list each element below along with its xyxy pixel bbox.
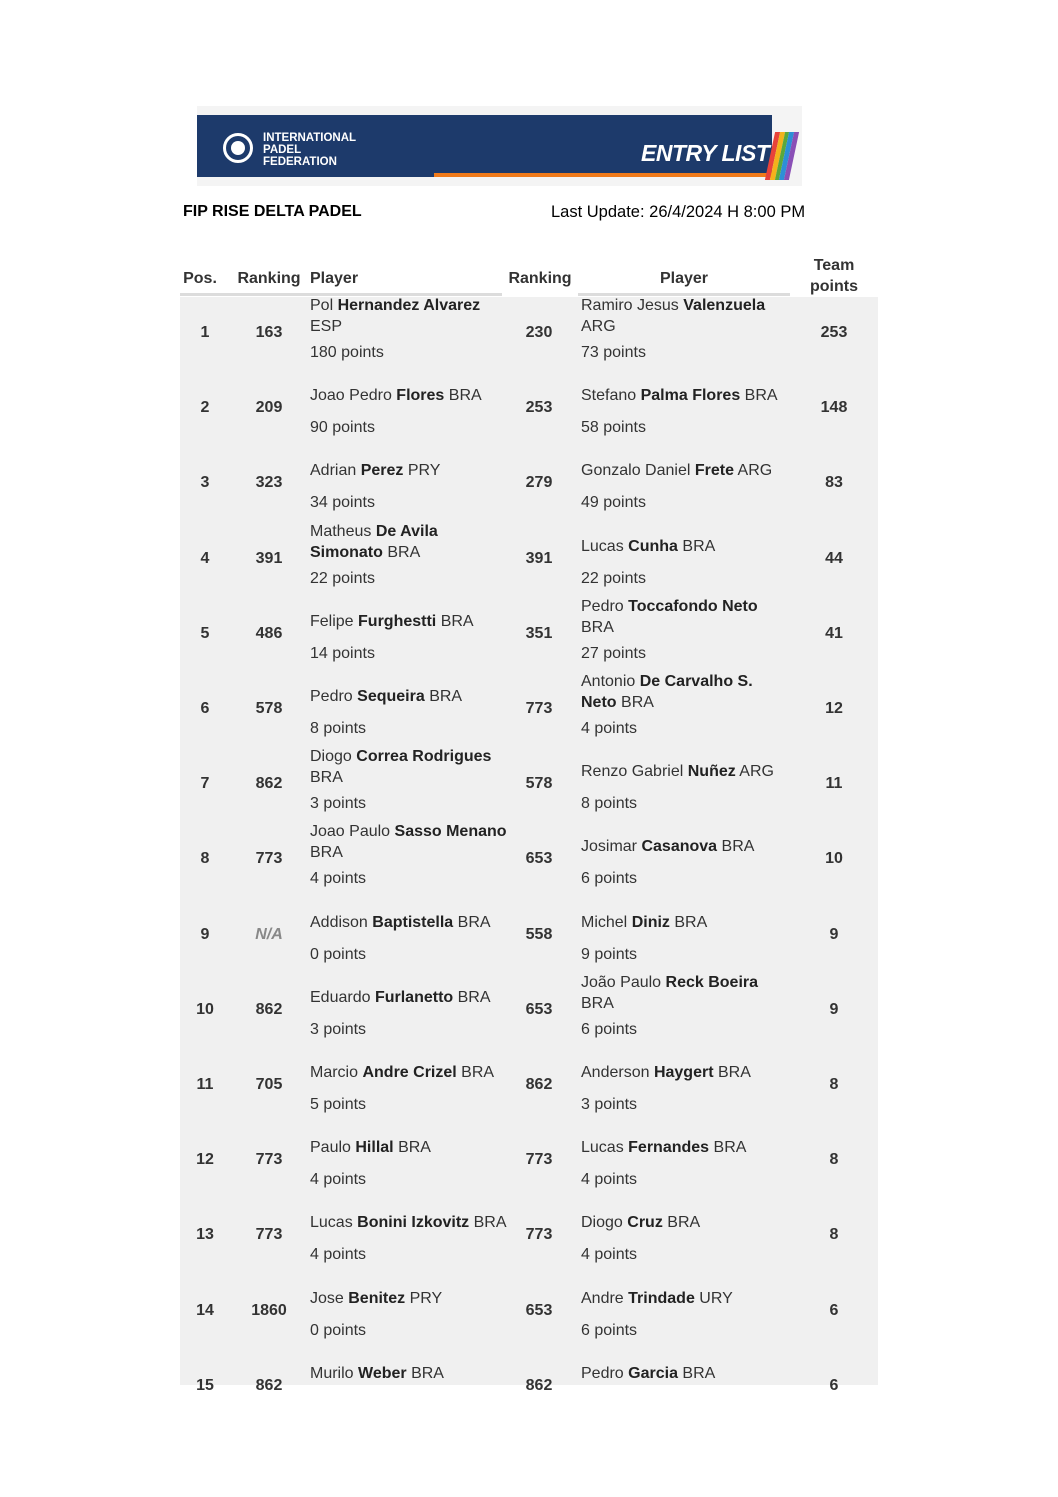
player-first-name: Addison xyxy=(310,913,368,931)
ranking-2-cell: 253 xyxy=(525,399,553,417)
player-2-points: 6 points xyxy=(581,870,638,888)
ranking-2-cell: 351 xyxy=(525,624,553,642)
last-update: Last Update: 26/4/2024 H 8:00 PM xyxy=(551,203,806,221)
ranking-2-cell: 862 xyxy=(525,1076,553,1093)
table-row xyxy=(180,523,878,598)
player-p2-name xyxy=(581,295,781,337)
ranking-2-cell: 653 xyxy=(525,1000,553,1018)
table-row xyxy=(180,372,878,447)
player-country: URY xyxy=(699,1289,733,1307)
player-1-points: 4 points xyxy=(310,1171,367,1189)
player-last-name: Perez xyxy=(360,462,404,480)
player-p1-name xyxy=(310,1137,510,1158)
player-2-points: 4 points xyxy=(581,720,638,737)
pos-cell: 13 xyxy=(196,1226,214,1244)
player-first-name: Jose xyxy=(310,1289,344,1307)
player-2-points: 3 points xyxy=(581,1096,638,1113)
player-last-name: Fernandes xyxy=(628,1139,710,1157)
team-points-cell: 83 xyxy=(825,474,843,492)
player-country: BRA xyxy=(429,688,463,705)
player-first-name: Gonzalo Daniel xyxy=(581,462,691,480)
player-1-points: 34 points xyxy=(310,494,375,512)
player-first-name: Anderson xyxy=(581,1064,650,1081)
team-points-cell: 10 xyxy=(825,850,843,868)
player-first-name: Ramiro Jesus xyxy=(581,297,679,314)
player-p2-name xyxy=(581,385,781,406)
team-points-cell: 9 xyxy=(829,1000,839,1018)
player-first-name: Paulo xyxy=(310,1139,351,1157)
player-2-points: 58 points xyxy=(581,419,646,437)
ranking-1-cell: 705 xyxy=(255,1076,283,1093)
player-last-name: Hernandez Alvarez xyxy=(337,297,481,314)
table-row xyxy=(180,1350,878,1425)
pos-cell: 12 xyxy=(196,1151,214,1169)
player-country: BRA xyxy=(581,618,614,636)
player-country: BRA xyxy=(448,387,482,405)
table-row xyxy=(180,673,878,748)
table-row xyxy=(180,823,878,898)
pos-cell: 2 xyxy=(200,399,210,417)
team-header-line: points xyxy=(810,278,858,295)
col-header-pos: Pos. xyxy=(183,270,217,287)
player-2-points: 49 points xyxy=(581,494,646,512)
player-last-name: Correa Rodrigues xyxy=(356,748,492,766)
player-first-name: Pol xyxy=(310,297,334,314)
ranking-1-cell: N/A xyxy=(255,925,283,943)
pos-cell: 4 xyxy=(200,549,210,567)
player-first-name: Murilo xyxy=(310,1364,354,1382)
player-first-name: Diogo xyxy=(581,1214,623,1232)
player-first-name: Lucas xyxy=(581,537,624,555)
player-p1-name xyxy=(310,295,510,337)
ranking-1-cell: 209 xyxy=(255,399,283,417)
player-first-name: Lucas xyxy=(581,1139,624,1157)
team-points-cell: 44 xyxy=(825,549,843,567)
player-country: BRA xyxy=(461,1064,495,1081)
player-p1-name xyxy=(310,1212,510,1233)
table-row xyxy=(180,974,878,1049)
player-1-points: 22 points xyxy=(310,569,375,587)
player-p1-name xyxy=(310,521,510,563)
player-last-name: Cruz xyxy=(627,1214,663,1232)
player-last-name: Nuñez xyxy=(687,763,736,781)
player-first-name: Lucas xyxy=(310,1214,353,1232)
player-last-name: Bonini Izkovitz xyxy=(357,1214,470,1232)
banner-label: ENTRY LIST xyxy=(641,140,770,166)
player-2-points: 27 points xyxy=(581,644,646,662)
team-points-cell: 11 xyxy=(825,775,843,793)
team-points-cell: 9 xyxy=(829,925,839,943)
pos-cell: 9 xyxy=(200,925,210,943)
player-1-points: 3 points xyxy=(310,795,367,813)
player-country: BRA xyxy=(411,1364,444,1382)
pos-cell: 7 xyxy=(200,775,210,793)
player-first-name: Joao Paulo xyxy=(310,823,391,841)
ranking-1-cell: 862 xyxy=(255,775,283,793)
player-last-name: Frete xyxy=(694,462,734,480)
player-country: BRA xyxy=(440,612,474,630)
player-country: BRA xyxy=(713,1139,747,1157)
team-points-cell: 6 xyxy=(829,1376,839,1394)
player-1-points: 0 points xyxy=(310,945,367,963)
player-last-name: Furlanetto xyxy=(374,988,454,1006)
player-first-name: Marcio xyxy=(310,1064,359,1081)
player-last-name: Haygert xyxy=(653,1064,714,1081)
player-p2-name xyxy=(581,1062,781,1083)
player-p1-name xyxy=(310,821,510,863)
player-1-points: 14 points xyxy=(310,644,375,662)
player-1-points: 90 points xyxy=(310,419,375,437)
player-p2-name xyxy=(581,972,781,1014)
player-p1-name xyxy=(310,987,510,1008)
player-first-name: Joao Pedro xyxy=(310,387,392,405)
player-last-name: Cunha xyxy=(628,537,678,555)
team-points-cell: 8 xyxy=(829,1226,839,1244)
player-p2-name xyxy=(581,1288,781,1309)
player-first-name: Andre xyxy=(581,1289,624,1307)
player-first-name: Renzo Gabriel xyxy=(581,763,684,781)
player-p2-name xyxy=(581,836,781,857)
player-last-name: Andre Crizel xyxy=(362,1064,457,1081)
player-p1-name xyxy=(310,1363,510,1384)
player-1-points: 180 points xyxy=(310,344,384,361)
player-country: BRA xyxy=(721,838,755,856)
player-p1-name xyxy=(310,1288,510,1309)
player-last-name: Palma Flores xyxy=(640,387,741,405)
table-row xyxy=(180,1275,878,1350)
table-row xyxy=(180,1199,878,1274)
player-country: BRA xyxy=(310,844,343,862)
player-first-name: Adrian xyxy=(310,462,357,480)
ranking-2-cell: 279 xyxy=(525,474,553,492)
pos-cell: 15 xyxy=(196,1376,214,1394)
ranking-2-cell: 773 xyxy=(525,1151,553,1169)
col-header-player-1: Player xyxy=(310,270,359,287)
pos-cell: 10 xyxy=(196,1000,214,1018)
ranking-1-cell: 862 xyxy=(255,1000,283,1018)
player-country: BRA xyxy=(310,769,343,787)
player-first-name: Pedro xyxy=(310,688,353,705)
player-last-name: Hillal xyxy=(355,1139,394,1157)
player-p2-name xyxy=(581,536,781,557)
player-p2-name xyxy=(581,1212,781,1233)
ranking-2-cell: 578 xyxy=(525,775,553,793)
player-last-name: Sasso Menano xyxy=(394,823,507,841)
team-points-cell: 8 xyxy=(829,1076,839,1093)
player-p2-name xyxy=(581,460,781,481)
player-first-name: Josimar xyxy=(581,838,638,856)
team-points-cell: 41 xyxy=(825,624,843,642)
player-first-name: Antonio xyxy=(581,673,636,690)
logo-line: PADEL xyxy=(263,144,302,156)
ranking-2-cell: 653 xyxy=(525,1301,553,1319)
team-points-cell: 148 xyxy=(820,399,848,417)
player-first-name: Pedro xyxy=(581,1364,624,1382)
player-last-name: Weber xyxy=(358,1364,407,1382)
player-last-name: Trindade xyxy=(628,1289,695,1307)
player-first-name: Felipe xyxy=(310,612,354,630)
player-last-name: Garcia xyxy=(628,1364,678,1382)
tournament-title: FIP RISE DELTA PADEL xyxy=(183,203,362,220)
col-header-ranking-2: Ranking xyxy=(508,270,572,287)
pos-cell: 5 xyxy=(200,624,210,642)
ranking-1-cell: 323 xyxy=(255,474,283,492)
player-country: BRA xyxy=(581,994,614,1012)
player-2-points: 9 points xyxy=(581,945,638,963)
player-2-points: 6 points xyxy=(581,1020,638,1038)
player-2-points: 6 points xyxy=(581,1321,638,1339)
player-1-points: 3 points xyxy=(310,1020,367,1038)
ranking-2-cell: 773 xyxy=(525,700,553,717)
ranking-2-cell: 558 xyxy=(525,925,553,943)
player-country: PRY xyxy=(407,462,441,480)
player-country: PRY xyxy=(409,1289,443,1307)
ranking-2-cell: 230 xyxy=(525,324,553,341)
ranking-1-cell: 391 xyxy=(255,549,283,567)
player-2-points: 4 points xyxy=(581,1171,638,1189)
player-country: BRA xyxy=(744,387,778,405)
player-last-name: Casanova xyxy=(641,838,718,856)
player-1-points: 5 points xyxy=(310,1096,367,1113)
player-1-points: 0 points xyxy=(310,1321,367,1339)
player-last-name: Toccafondo Neto xyxy=(628,597,758,615)
player-first-name: Diogo xyxy=(310,748,352,766)
player-p2-name xyxy=(581,1363,781,1384)
player-country: ARG xyxy=(737,462,773,480)
player-country: BRA xyxy=(457,913,491,931)
player-2-points: 22 points xyxy=(581,569,646,587)
player-p2-name xyxy=(581,1137,781,1158)
col-header-ranking-1: Ranking xyxy=(237,270,301,287)
ranking-2-cell: 773 xyxy=(525,1226,553,1244)
col-header-team-points xyxy=(800,255,868,297)
player-first-name: Michel xyxy=(581,913,628,931)
entry-table xyxy=(180,297,878,1394)
logo-line: INTERNATIONAL xyxy=(263,132,357,144)
player-last-name: De Carvalho S. Neto xyxy=(581,673,753,711)
player-p2-name xyxy=(581,671,781,713)
pos-cell: 3 xyxy=(200,474,210,492)
player-p1-name xyxy=(310,460,510,481)
player-country: BRA xyxy=(682,537,716,555)
player-first-name: Pedro xyxy=(581,597,624,615)
ranking-1-cell: 773 xyxy=(255,850,283,868)
table-row xyxy=(180,447,878,522)
player-country: BRA xyxy=(398,1139,431,1157)
player-country: BRA xyxy=(457,988,491,1006)
ranking-1-cell: 163 xyxy=(255,324,283,341)
player-p1-name xyxy=(310,611,510,632)
player-p1-name xyxy=(310,385,510,406)
pos-cell: 11 xyxy=(196,1076,214,1093)
player-p2-name xyxy=(581,761,781,782)
ranking-1-cell: 773 xyxy=(255,1151,283,1169)
team-points-cell: 6 xyxy=(829,1301,839,1319)
player-first-name: Matheus xyxy=(310,522,372,540)
table-row xyxy=(180,1124,878,1199)
ranking-1-cell: 1860 xyxy=(251,1301,287,1319)
pos-cell: 14 xyxy=(196,1301,214,1319)
team-header-line: Team xyxy=(813,257,855,274)
player-1-points: 4 points xyxy=(310,1246,367,1264)
ranking-2-cell: 862 xyxy=(525,1376,553,1394)
logo-line: FEDERATION xyxy=(263,156,337,168)
player-country: BRA xyxy=(717,1064,751,1081)
player-last-name: Benitez xyxy=(348,1289,406,1307)
player-country: BRA xyxy=(682,1364,716,1382)
pos-cell: 6 xyxy=(200,700,210,717)
ranking-2-cell: 391 xyxy=(525,549,553,567)
table-row xyxy=(180,598,878,673)
table-row xyxy=(180,748,878,823)
ranking-1-cell: 486 xyxy=(255,624,283,642)
player-last-name: Baptistella xyxy=(372,913,454,931)
fip-logo-text xyxy=(263,132,356,168)
player-country: BRA xyxy=(674,913,708,931)
player-last-name: Reck Boeira xyxy=(665,973,759,991)
ranking-1-cell: 578 xyxy=(255,700,283,717)
player-country: BRA xyxy=(473,1214,507,1232)
player-country: ESP xyxy=(310,318,343,335)
player-last-name: Sequeira xyxy=(357,688,425,705)
banner-orange-stripe xyxy=(434,173,772,177)
player-country: BRA xyxy=(667,1214,701,1232)
player-country: ARG xyxy=(739,763,774,781)
player-p1-name xyxy=(310,912,510,933)
team-points-cell: 253 xyxy=(820,324,848,341)
player-2-points: 4 points xyxy=(581,1246,638,1264)
pos-cell: 1 xyxy=(200,324,210,341)
team-points-cell: 8 xyxy=(829,1151,839,1169)
table-row xyxy=(180,1049,878,1124)
pos-cell: 8 xyxy=(200,850,210,868)
col-header-player-2: Player xyxy=(659,270,709,287)
player-country: BRA xyxy=(387,543,421,561)
player-country: ARG xyxy=(581,318,616,335)
fip-logo-icon xyxy=(223,133,253,163)
table-row xyxy=(180,899,878,974)
ranking-1-cell: 862 xyxy=(255,1376,283,1394)
team-points-cell: 12 xyxy=(825,700,843,717)
player-last-name: De Avila Simonato xyxy=(310,522,438,561)
player-p1-name xyxy=(310,1062,510,1083)
player-last-name: Diniz xyxy=(631,913,670,931)
ranking-1-cell: 773 xyxy=(255,1226,283,1244)
player-1-points: 8 points xyxy=(310,720,367,737)
table-row xyxy=(180,297,878,372)
player-2-points: 73 points xyxy=(581,344,646,361)
player-last-name: Flores xyxy=(396,387,445,405)
player-1-points: 4 points xyxy=(310,870,367,888)
player-last-name: Valenzuela xyxy=(683,297,766,314)
player-last-name: Furghestti xyxy=(358,612,437,630)
player-first-name: Eduardo xyxy=(310,988,371,1006)
entry-list-banner xyxy=(197,106,802,186)
player-first-name: João Paulo xyxy=(581,973,662,991)
player-p1-name xyxy=(310,746,510,788)
player-2-points: 8 points xyxy=(581,795,638,813)
player-first-name: Stefano xyxy=(581,387,637,405)
player-country: BRA xyxy=(621,694,654,711)
player-p1-name xyxy=(310,686,510,707)
player-p2-name xyxy=(581,596,781,638)
ranking-2-cell: 653 xyxy=(525,850,553,868)
banner-bar xyxy=(197,115,772,177)
player-p2-name xyxy=(581,912,781,933)
